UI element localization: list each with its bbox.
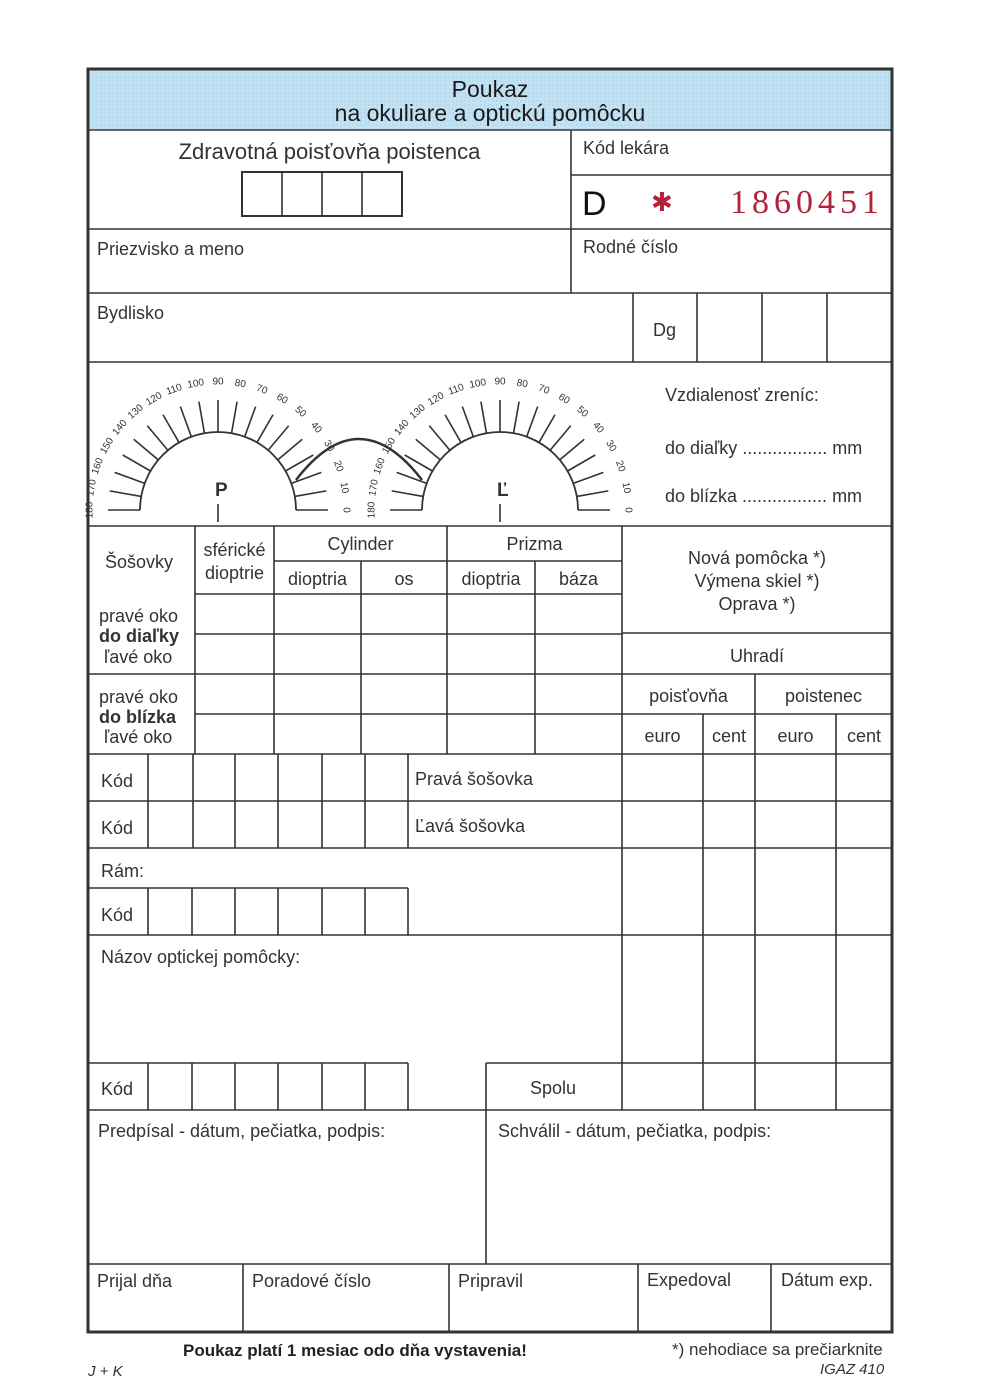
axis-tick-label: 100: [186, 377, 205, 391]
prescribed-field[interactable]: [89, 1145, 485, 1263]
validity-note: Poukaz platí 1 mesiac odo dňa vystavenia!: [183, 1341, 527, 1360]
maker-mark: J + K: [88, 1363, 123, 1380]
total-label: Spolu: [530, 1078, 577, 1098]
axis-tick-label: 120: [144, 390, 165, 409]
axis-tick-label: 70: [536, 382, 551, 397]
axis-tick-label: 110: [446, 381, 466, 398]
right-lens-code-label: Kód: [101, 771, 134, 791]
right-eye-axis-label: P: [215, 480, 228, 501]
payment-amounts-grid[interactable]: [623, 755, 891, 1109]
near-right-eye-label: pravé oko: [99, 687, 179, 707]
birth-number-label: Rodné číslo: [583, 237, 679, 257]
aid-name-field[interactable]: [89, 970, 621, 1062]
axis-tick-label: 30: [603, 438, 619, 454]
far-label: do diaľky: [99, 626, 179, 646]
insurer-code-boxes[interactable]: [242, 172, 402, 216]
axis-tick: [568, 455, 596, 471]
axis-tick-label: 90: [494, 376, 506, 388]
strike-note: *) nehodiace sa prečiarknite: [672, 1340, 883, 1359]
axis-tick-label: 40: [590, 420, 606, 436]
euro-label-2: euro: [777, 726, 814, 746]
axis-tick-label: 80: [233, 377, 247, 391]
birth-number-field[interactable]: [572, 260, 891, 292]
pupil-distance-near[interactable]: do blízka ................. mm: [665, 486, 863, 506]
lenses-label: Šošovky: [105, 552, 174, 572]
name-label: Priezvisko a meno: [97, 239, 245, 259]
spherical-label-2: dioptrie: [204, 563, 265, 583]
aid-type-new[interactable]: Nová pomôcka *): [687, 548, 827, 568]
axis-tick-label: 140: [392, 417, 412, 438]
aid-type-replace[interactable]: Výmena skiel *): [694, 571, 820, 591]
axis-tick: [445, 415, 461, 443]
axis-tick: [481, 402, 487, 434]
pupil-distance-title: Vzdialenosť zreníc:: [665, 385, 819, 405]
address-label: Bydlisko: [97, 303, 165, 323]
axis-tick-label: 0: [340, 507, 352, 513]
frame-label: Rám:: [101, 861, 145, 881]
insured-pays-label: poistenec: [784, 686, 863, 706]
approved-label: Schválil - dátum, pečiatka, podpis:: [498, 1121, 772, 1141]
axis-tick-label: 60: [556, 391, 572, 407]
prism-label: Prizma: [506, 534, 563, 554]
axis-tick-label: 20: [613, 459, 628, 474]
axis-tick: [147, 426, 168, 451]
axis-tick-label: 50: [292, 404, 308, 420]
far-left-eye-label: ľavé oko: [104, 647, 173, 667]
axis-tick-label: 20: [331, 459, 346, 474]
axis-tick: [416, 439, 441, 460]
axis-tick: [278, 439, 303, 460]
axis-tick-label: 130: [125, 402, 146, 422]
far-right-eye-label: pravé oko: [99, 606, 179, 626]
axis-tick-label: 50: [574, 404, 590, 420]
axis-tick-label: 100: [468, 377, 487, 391]
left-eye-axis-label: Ľ: [497, 480, 509, 501]
cent-label-2: cent: [846, 726, 882, 746]
doctor-code-label: Kód lekára: [583, 138, 670, 158]
axis-tick-label: 110: [164, 381, 184, 398]
approved-field[interactable]: [487, 1145, 891, 1263]
dg-label: Dg: [653, 320, 677, 340]
pupil-distance-far[interactable]: do diaľky ................. mm: [665, 438, 863, 458]
axis-column-label: os: [394, 569, 414, 589]
aid-name-label: Názov optickej pomôcky:: [101, 947, 301, 967]
left-lens-code-boxes[interactable]: [149, 802, 407, 847]
received-label: Prijal dňa: [97, 1271, 173, 1291]
aid-type-repair[interactable]: Oprava *): [718, 594, 796, 614]
axis-tick: [539, 415, 555, 443]
near-left-eye-label: ľavé oko: [104, 727, 173, 747]
axis-tick: [134, 439, 159, 460]
axis-tick-label: 80: [515, 377, 529, 391]
axis-tick-label: 60: [274, 391, 290, 407]
near-label: do blízka: [99, 707, 177, 727]
axis-tick-label: 70: [254, 382, 269, 397]
left-lens-label: Ľavá šošovka: [415, 816, 526, 836]
name-field[interactable]: [89, 262, 570, 292]
prism-diopter-label: dioptria: [461, 569, 521, 589]
axis-tick-label: 10: [337, 481, 351, 495]
axis-tick-label: 0: [622, 507, 634, 513]
axis-tick-label: 170: [367, 478, 381, 497]
address-field[interactable]: [89, 326, 632, 361]
axis-tick-label: 140: [110, 417, 130, 438]
left-lens-code-label: Kód: [101, 818, 134, 838]
doctor-code-number: 1860451: [730, 184, 884, 221]
order-number-label: Poradové číslo: [252, 1271, 372, 1291]
axis-tick-label: 160: [371, 456, 388, 476]
form-code: IGAZ 410: [820, 1361, 885, 1378]
axis-tick-label: 160: [89, 456, 106, 476]
form-title-line1: Poukaz: [451, 76, 529, 102]
axis-tick: [560, 439, 585, 460]
dispatched-label: Expedoval: [647, 1270, 732, 1290]
cylinder-label: Cylinder: [327, 534, 394, 554]
asterisk-icon: ✱: [651, 187, 673, 217]
dg-code-boxes[interactable]: [697, 294, 891, 361]
prepared-label: Pripravil: [458, 1271, 524, 1291]
axis-tick: [163, 415, 179, 443]
spherical-label-1: sférické: [203, 540, 266, 560]
axis-tick: [462, 407, 473, 437]
cylinder-diopter-label: dioptria: [287, 569, 348, 589]
axis-tick: [295, 491, 327, 497]
axis-tick: [257, 415, 273, 443]
axis-tick-label: 90: [212, 376, 224, 388]
axis-tick: [550, 426, 571, 451]
axis-tick: [232, 402, 238, 434]
axis-tick-label: 150: [380, 436, 399, 457]
frame-code-boxes[interactable]: [149, 889, 407, 934]
axis-tick: [110, 491, 142, 497]
axis-tick-label: 10: [619, 481, 633, 495]
aid-code-boxes[interactable]: [149, 1064, 407, 1109]
axis-tick: [268, 426, 289, 451]
axis-tick-label: 30: [321, 438, 337, 454]
axis-tick: [291, 472, 321, 483]
frame-code-label: Kód: [101, 905, 134, 925]
right-lens-label: Pravá šošovka: [415, 769, 534, 789]
axis-tick: [392, 491, 424, 497]
form-title-line2: na okuliare a optickú pomôcku: [334, 100, 646, 126]
axis-tick: [397, 472, 427, 483]
axis-tick-label: 180: [84, 501, 96, 519]
axis-tick-label: 120: [426, 390, 447, 409]
pays-label: Uhradí: [729, 646, 785, 666]
cent-label-1: cent: [711, 726, 747, 746]
insurer-pays-label: poisťovňa: [649, 686, 728, 706]
insurer-label: Zdravotná poisťovňa poistenca: [178, 139, 481, 164]
axis-tick: [245, 407, 256, 437]
axis-tick-label: 40: [308, 420, 324, 436]
axis-tick: [115, 472, 145, 483]
doctor-code-prefix: D: [582, 185, 607, 223]
axis-tick-label: 170: [85, 478, 99, 497]
axis-tick: [199, 402, 205, 434]
lens-values-grid[interactable]: [196, 595, 621, 753]
prescribed-label: Predpísal - dátum, pečiatka, podpis:: [98, 1121, 386, 1141]
axis-tick-label: 150: [98, 436, 117, 457]
aid-code-label: Kód: [101, 1079, 134, 1099]
axis-tick: [577, 491, 609, 497]
exp-date-label: Dátum exp.: [781, 1270, 874, 1290]
axis-tick: [180, 407, 191, 437]
base-label: báza: [558, 569, 599, 589]
axis-tick: [514, 402, 520, 434]
right-lens-code-boxes[interactable]: [149, 755, 407, 800]
axis-tick-label: 180: [366, 501, 378, 519]
axis-tick: [573, 472, 603, 483]
axis-tick-label: 130: [407, 402, 428, 422]
nose-bridge: [296, 439, 422, 480]
axis-tick: [527, 407, 538, 437]
axis-tick: [429, 426, 450, 451]
axis-tick: [123, 455, 151, 471]
euro-label-1: euro: [644, 726, 681, 746]
